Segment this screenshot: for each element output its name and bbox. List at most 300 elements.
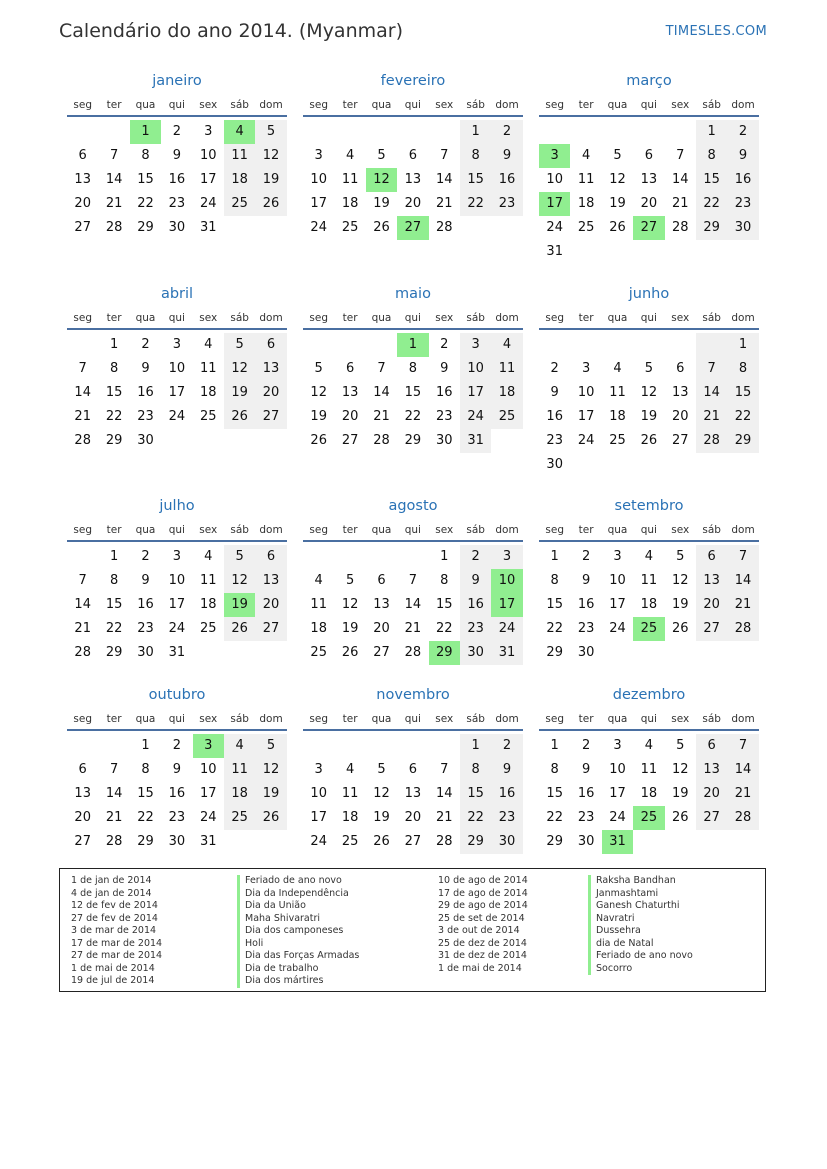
day-cell: 9 [491,758,522,782]
empty-cell [570,120,601,144]
day-cell: 2 [727,120,758,144]
day-cell: 11 [224,758,255,782]
day-cell: 6 [408,762,417,777]
day-cell: 25 [341,220,359,235]
day-cell: 15 [137,172,154,187]
day-cell: 16 [577,786,595,801]
empty-cell [366,333,397,357]
day-cell: 24 [199,196,217,211]
day-cell: 23 [460,617,491,641]
day-cell: 21 [74,409,91,424]
day-cell: 15 [435,597,453,612]
day-cell: 3 [613,738,622,753]
month-janeiro [67,70,287,240]
weekday-label: sex [199,524,218,536]
day-cell: 13 [696,569,727,593]
day-cell: 25 [199,621,217,636]
day-cell: 12 [609,172,626,187]
day-cell: 23 [491,192,522,216]
day-cell: 17 [310,810,327,825]
day-cell: 14 [727,569,758,593]
weekday-label: qui [404,99,421,111]
day-cell: 22 [137,196,154,211]
day-cell: 16 [577,597,595,612]
weekday-label: ter [106,99,122,111]
day-cell: 16 [727,168,758,192]
day-cell: 24 [168,621,186,636]
day-cell: 8 [550,573,559,588]
day-cell: 4 [491,333,522,357]
day-cell: 20 [404,810,422,825]
day-grid [303,333,523,453]
day-cell: 18 [640,597,658,612]
day-cell: 1 [440,549,449,564]
day-cell: 13 [640,172,658,187]
day-cell: 11 [199,361,217,376]
weekday-label: qui [640,99,657,111]
weekday-label: qui [168,524,185,536]
day-cell: 6 [644,148,653,163]
day-cell: 11 [640,573,658,588]
day-cell: 22 [460,192,491,216]
day-cell: 2 [491,734,522,758]
day-cell: 26 [341,645,359,660]
weekday-header [67,308,287,330]
legend-entry: Socorro [588,963,693,976]
empty-cell [602,120,633,144]
legend-entry: Holi [237,938,359,951]
day-cell: 15 [546,786,563,801]
month-dezembro [539,684,759,854]
month-name: janeiro [152,73,202,89]
weekday-label: qua [607,312,628,324]
day-cell: 9 [550,385,559,400]
day-cell: 23 [137,409,154,424]
day-cell: 16 [168,786,186,801]
weekday-label: sáb [230,312,249,324]
day-cell: 15 [105,385,123,400]
day-cell: 18 [199,597,217,612]
day-cell: 7 [440,762,449,777]
day-cell: 28 [727,617,758,641]
day-cell: 4 [204,337,213,352]
empty-cell [303,333,334,357]
day-cell: 7 [696,357,727,381]
day-cell: 18 [577,196,595,211]
day-cell: 19 [609,196,626,211]
day-cell: 7 [408,573,417,588]
day-cell: 10 [609,762,626,777]
day-cell: 9 [491,144,522,168]
day-cell: 18 [224,168,255,192]
day-cell: 25 [310,645,327,660]
weekday-header [67,709,287,731]
day-cell: 26 [671,621,689,636]
weekday-label: seg [545,99,564,111]
legend-entry: 3 de mar de 2014 [71,925,157,936]
weekday-header [303,520,523,542]
day-cell: 29 [105,433,123,448]
day-cell: 27 [696,617,727,641]
weekday-label: qua [607,99,628,111]
weekday-label: ter [578,312,594,324]
day-cell: 13 [74,172,91,187]
legend-entry: 10 de ago de 2014 [438,875,528,886]
day-cell: 19 [255,168,286,192]
month-setembro [539,495,759,665]
day-cell: 20 [74,196,91,211]
day-cell: 14 [435,172,453,187]
day-cell: 19 [310,409,327,424]
day-cell: 3 [613,549,622,564]
day-cell: 8 [109,573,119,588]
day-cell: 15 [460,168,491,192]
day-cell: 2 [172,738,181,753]
day-cell: 20 [373,621,390,636]
legend-entry: 29 de ago de 2014 [438,900,528,911]
day-cell: 3 [314,148,323,163]
day-grid [539,333,759,477]
legend-entry: Janmashtami [588,888,693,901]
day-cell: 9 [727,144,758,168]
day-cell: 4 [644,738,653,753]
day-cell: 30 [137,433,154,448]
day-cell: 12 [373,786,390,801]
weekday-label: ter [106,524,122,536]
month-name: maio [395,286,431,302]
day-cell: 30 [137,645,154,660]
day-cell: 29 [137,834,154,849]
day-cell: 6 [78,762,87,777]
day-cell: 17 [168,597,186,612]
weekday-header [539,709,759,731]
day-cell: 24 [609,810,626,825]
day-cell: 24 [310,220,327,235]
day-cell: 11 [491,357,522,381]
day-cell: 16 [137,597,154,612]
brand-link[interactable]: TIMESLES.COM [665,24,767,39]
weekday-label: seg [545,524,564,536]
day-cell: 23 [168,196,186,211]
day-cell: 17 [609,597,626,612]
weekday-label: sex [435,713,454,725]
day-cell: 13 [255,357,286,381]
day-cell: 24 [310,834,327,849]
weekday-label: qua [371,713,392,725]
day-cell: 4 [345,148,355,163]
weekday-label: qua [371,524,392,536]
day-cell: 21 [696,405,727,429]
day-cell: 24 [460,405,491,429]
day-grid [67,120,287,240]
day-grid [67,545,287,665]
day-cell: 7 [78,573,87,588]
holiday-legend [59,868,766,992]
day-cell: 4 [345,762,355,777]
day-cell: 23 [727,192,758,216]
month-name: setembro [614,498,684,514]
day-cell: 20 [255,381,286,405]
day-cell: 23 [168,810,186,825]
day-cell: 27 [255,617,286,641]
month-maio [303,283,523,453]
day-cell: 10 [460,357,491,381]
day-cell: 29 [460,830,491,854]
holiday-day-cell: 27 [397,216,428,240]
legend-entry: 4 de jan de 2014 [71,887,152,899]
day-cell: 30 [168,834,186,849]
day-cell: 5 [255,120,286,144]
weekday-label: qua [135,312,156,324]
day-cell: 30 [435,433,453,448]
month-agosto [303,495,523,665]
day-cell: 1 [460,120,491,144]
day-cell: 5 [255,734,286,758]
empty-cell [334,333,365,357]
empty-cell [366,734,397,758]
weekday-label: seg [73,713,92,725]
day-cell: 12 [671,762,689,777]
day-grid [303,545,523,665]
weekday-label: qua [607,524,628,536]
legend-entry: 17 de mar de 2014 [71,937,163,949]
legend-entry: Dia dos mártires [237,975,359,988]
day-cell: 3 [581,361,591,376]
day-cell: 23 [577,810,595,825]
day-cell: 14 [74,385,91,400]
weekday-label: sáb [230,524,249,536]
day-cell: 31 [199,834,217,849]
day-cell: 11 [310,597,327,612]
empty-cell [366,120,397,144]
weekday-label: dom [259,99,283,111]
empty-cell [429,120,460,144]
weekday-header [303,308,523,330]
legend-entry: Feriado de ano novo [588,950,693,963]
legend-entry: Dia da União [237,900,359,913]
legend-names-right [588,875,693,975]
holiday-day-cell: 25 [633,806,664,830]
weekday-label: qua [371,99,392,111]
day-cell: 6 [408,148,417,163]
day-cell: 28 [105,220,123,235]
day-cell: 21 [373,409,390,424]
weekday-label: sáb [466,713,485,725]
weekday-label: sáb [466,312,485,324]
weekday-label: ter [578,524,594,536]
day-cell: 3 [314,762,323,777]
weekday-header [539,308,759,330]
day-cell: 5 [644,361,653,376]
day-cell: 1 [109,549,119,564]
day-cell: 21 [435,810,453,825]
weekday-label: seg [309,99,328,111]
holiday-day-cell: 25 [633,617,664,641]
day-cell: 22 [546,810,563,825]
day-cell: 25 [609,433,626,448]
day-cell: 20 [671,409,689,424]
day-cell: 28 [671,220,689,235]
day-cell: 19 [671,597,689,612]
weekday-label: sáb [702,524,721,536]
weekday-label: ter [342,713,358,725]
day-cell: 26 [310,433,327,448]
day-cell: 19 [224,381,255,405]
month-name: março [626,73,672,89]
weekday-label: dom [495,524,519,536]
day-cell: 17 [609,786,626,801]
day-cell: 18 [609,409,626,424]
empty-cell [334,734,365,758]
weekday-label: sáb [466,524,485,536]
day-cell: 30 [491,830,522,854]
weekday-label: dom [259,524,283,536]
day-cell: 31 [546,244,563,259]
day-cell: 24 [546,220,563,235]
month-março [539,70,759,264]
day-cell: 21 [727,782,758,806]
weekday-label: seg [309,524,328,536]
holiday-day-cell: 4 [224,120,255,144]
weekday-label: qua [607,713,628,725]
empty-cell [397,734,428,758]
day-cell: 6 [696,545,727,569]
empty-cell [98,734,129,758]
day-cell: 2 [440,337,449,352]
day-cell: 28 [435,834,453,849]
weekday-label: seg [73,524,92,536]
day-cell: 17 [310,196,327,211]
weekday-label: sáb [466,99,485,111]
day-cell: 28 [404,645,422,660]
holiday-day-cell: 31 [602,830,633,854]
day-cell: 11 [341,786,359,801]
day-cell: 26 [255,192,286,216]
day-cell: 14 [435,786,453,801]
day-cell: 19 [255,782,286,806]
weekday-label: qui [168,713,185,725]
day-cell: 20 [404,196,422,211]
legend-entry: Dussehra [588,925,693,938]
weekday-label: dom [259,312,283,324]
empty-cell [696,333,727,357]
day-cell: 9 [172,762,181,777]
day-cell: 8 [141,148,150,163]
weekday-label: sex [671,99,690,111]
weekday-label: sex [671,312,690,324]
day-cell: 18 [491,381,522,405]
day-cell: 26 [224,617,255,641]
legend-entry: Maha Shivaratri [237,913,359,926]
day-cell: 8 [460,758,491,782]
day-cell: 5 [377,762,386,777]
day-cell: 12 [255,758,286,782]
day-cell: 2 [491,120,522,144]
day-cell: 5 [676,738,685,753]
day-cell: 12 [224,569,255,593]
day-cell: 20 [640,196,658,211]
weekday-header [67,520,287,542]
empty-cell [539,333,570,357]
empty-cell [429,734,460,758]
holiday-day-cell: 3 [539,144,570,168]
weekday-label: sex [199,713,218,725]
day-cell: 12 [341,597,359,612]
day-cell: 9 [440,361,449,376]
day-cell: 6 [345,361,355,376]
day-cell: 5 [345,573,355,588]
day-cell: 5 [224,545,255,569]
day-cell: 10 [609,573,626,588]
day-cell: 13 [671,385,689,400]
day-cell: 8 [727,357,758,381]
day-cell: 19 [373,196,390,211]
day-cell: 8 [550,762,559,777]
day-grid [303,120,523,240]
day-cell: 12 [255,144,286,168]
legend-entry: Dia das Forças Armadas [237,950,359,963]
day-cell: 7 [727,734,758,758]
day-cell: 29 [137,220,154,235]
weekday-label: qui [640,713,657,725]
day-cell: 7 [676,148,685,163]
day-cell: 24 [577,433,595,448]
weekday-label: dom [259,713,283,725]
day-cell: 10 [310,786,327,801]
day-cell: 31 [199,220,217,235]
legend-entry: 3 de out de 2014 [438,925,520,936]
day-cell: 9 [460,569,491,593]
day-grid [67,333,287,453]
holiday-day-cell: 3 [193,734,224,758]
day-cell: 12 [640,385,658,400]
day-cell: 9 [581,573,591,588]
day-cell: 25 [341,834,359,849]
empty-cell [67,734,98,758]
day-cell: 18 [224,782,255,806]
month-novembro [303,684,523,854]
weekday-label: seg [73,312,92,324]
day-cell: 1 [550,738,559,753]
day-cell: 24 [199,810,217,825]
day-cell: 6 [78,148,87,163]
empty-cell [366,545,397,569]
weekday-label: sex [199,99,218,111]
legend-dates-right [438,875,528,975]
day-cell: 7 [377,361,386,376]
weekday-label: qui [168,312,185,324]
day-cell: 5 [676,549,685,564]
empty-cell [633,333,664,357]
day-cell: 24 [168,409,186,424]
weekday-label: qui [640,524,657,536]
legend-entry: 19 de jul de 2014 [71,975,155,986]
day-cell: 27 [696,806,727,830]
day-cell: 23 [577,621,595,636]
day-cell: 9 [141,361,150,376]
day-cell: 8 [109,361,119,376]
day-cell: 27 [255,405,286,429]
day-grid [539,734,759,854]
day-cell: 22 [546,621,563,636]
day-cell: 5 [314,361,323,376]
day-cell: 27 [671,433,689,448]
day-cell: 17 [199,172,217,187]
day-cell: 25 [224,192,255,216]
day-cell: 15 [404,385,422,400]
day-cell: 10 [577,385,595,400]
day-cell: 29 [696,216,727,240]
